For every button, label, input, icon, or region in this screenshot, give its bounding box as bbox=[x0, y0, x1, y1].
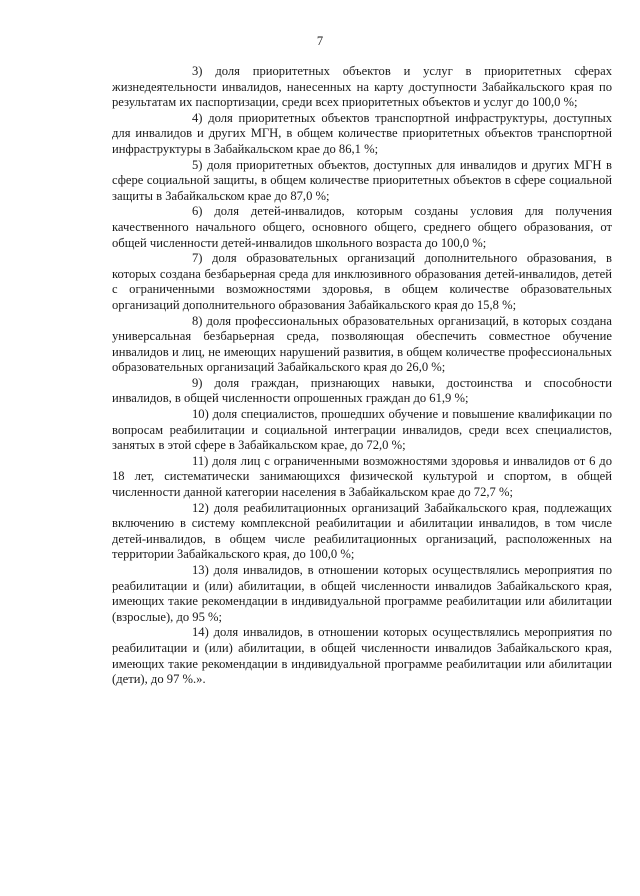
list-item bbox=[112, 501, 612, 563]
item-number: 8) bbox=[192, 313, 203, 328]
item-number: 14) bbox=[192, 625, 209, 640]
item-number: 9) bbox=[192, 375, 203, 390]
item-number: 11) bbox=[192, 453, 209, 468]
list-item bbox=[112, 625, 612, 687]
item-number: 4) bbox=[192, 110, 203, 125]
item-text: доля приоритетных объектов, доступных для инвалидов и других МГН в сфере социальной защиты, в общем количестве приоритетных объектов в сфере социальной защиты в Забайкальском крае до 87,0 %; bbox=[112, 157, 612, 203]
item-text: доля образовательных организаций дополнительного образования, в которых создана безбарьерная среда для инклюзивного образования детей-инвалидов, детей с ограниченными возможностями здоровья, в общем количестве образовательных организаций дополнительного образования Забайкальского края до 15,8 %; bbox=[112, 251, 612, 312]
list-item bbox=[112, 158, 612, 205]
item-number: 5) bbox=[192, 157, 203, 172]
list-item bbox=[112, 64, 612, 111]
list-item bbox=[112, 563, 612, 625]
item-number: 12) bbox=[192, 500, 209, 515]
item-text: доля лиц с ограниченными возможностями здоровья и инвалидов от 6 до 18 лет, систематически занимающихся физической культурой и спортом, в общей численности данной категории населения в Забайкальском крае до 72,7 %; bbox=[112, 453, 612, 500]
item-text: доля реабилитационных организаций Забайкальского края, подлежащих включению в систему комплексной реабилитации и абилитации инвалидов, в том числе детей-инвалидов, в общем числе реабилитационных организаций, расположенных на территории Забайкальского края, до 100,0 %; bbox=[112, 500, 612, 562]
item-number: 3) bbox=[192, 64, 203, 78]
list-item bbox=[112, 407, 612, 454]
page-number: 7 bbox=[316, 34, 324, 48]
item-number: 13) bbox=[192, 563, 209, 577]
item-text: доля приоритетных объектов и услуг в приоритетных сферах жизнедеятельности инвалидов, нанесенных на карту доступности Забайкальского края по результатам их паспортизации, среди всех приоритетных объектов и услуг до 100,0 %; bbox=[112, 64, 612, 110]
list-item bbox=[112, 204, 612, 251]
item-text: доля детей-инвалидов, которым созданы условия для получения качественного начального общего, основного общего, среднего общего образования, от общей численности детей-инвалидов школьного возраста до 100,0 %; bbox=[112, 204, 612, 250]
item-number: 6) bbox=[192, 204, 203, 219]
item-number: 10) bbox=[192, 407, 209, 422]
item-number: 7) bbox=[192, 251, 203, 266]
list-item bbox=[112, 376, 612, 407]
item-text: доля специалистов, прошедших обучение и повышение квалификации по вопросам реабилитации и социальной интеграции инвалидов, среди всех специалистов, занятых в этой сфере в Забайкальском крае, до 72,0 %; bbox=[112, 407, 612, 453]
item-text: доля инвалидов, в отношении которых осуществлялись мероприятия по реабилитации и (или) абилитации, в общей численности инвалидов Забайкальского края, имеющих такие рекомендации в индивидуальной программе реабилитации или абилитации (взрослые), до 95 %; bbox=[112, 563, 612, 624]
document-body bbox=[112, 64, 612, 688]
list-item bbox=[112, 251, 612, 313]
list-item bbox=[112, 454, 612, 501]
list-item bbox=[112, 111, 612, 158]
item-text: доля инвалидов, в отношении которых осуществлялись мероприятия по реабилитации и (или) абилитации, в общей численности инвалидов Забайкальского края, имеющих такие рекомендации в индивидуальной программе реабилитации или абилитации (дети), до 97 %.». bbox=[112, 625, 612, 687]
item-text: доля профессиональных образовательных организаций, в которых создана универсальная безбарьерная среда, позволяющая обеспечить совместное обучение инвалидов и лиц, не имеющих нарушений развития, в общем количестве профессиональных образовательных организаций Забайкальского края до 26,0 %; bbox=[112, 313, 612, 375]
item-text: доля граждан, признающих навыки, достоинства и способности инвалидов, в общей численности опрошенных граждан до 61,9 %; bbox=[112, 375, 613, 406]
item-text: доля приоритетных объектов транспортной инфраструктуры, доступных для инвалидов и других МГН, в общем количестве приоритетных объектов транспортной инфраструктуры в Забайкальском крае до 86,1 %; bbox=[112, 110, 612, 156]
list-item bbox=[112, 314, 612, 376]
